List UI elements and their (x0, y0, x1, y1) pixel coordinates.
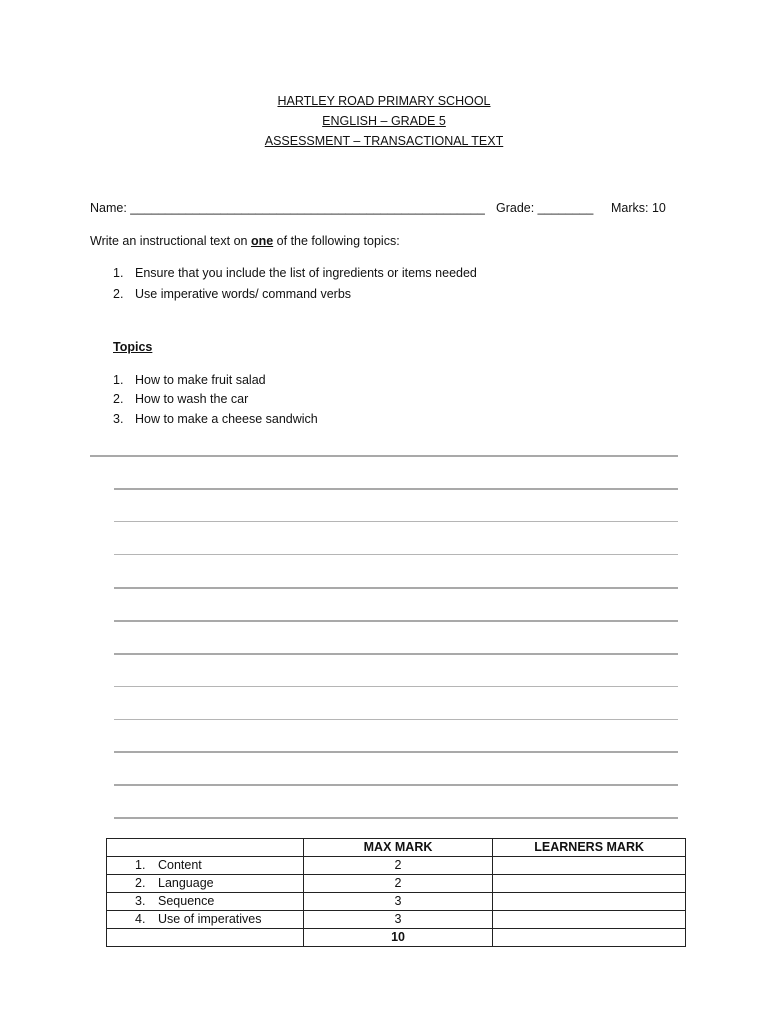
writing-line[interactable] (114, 719, 678, 720)
instruction-emphasis: one (250, 234, 274, 248)
topic-number: 2. (113, 392, 124, 406)
rubric-criterion-number: 4. (135, 912, 146, 926)
rubric-max-mark: 2 (303, 857, 493, 875)
rubric-learner-mark-cell[interactable] (493, 857, 686, 875)
rubric-criterion-number: 2. (135, 876, 146, 890)
rubric-row (107, 857, 686, 875)
rubric-max-mark: 3 (303, 911, 493, 929)
writing-line[interactable] (114, 784, 678, 786)
topic-item (113, 412, 318, 426)
rubric-learner-mark-cell[interactable] (493, 911, 686, 929)
rubric-criterion (107, 875, 304, 893)
writing-line[interactable] (114, 620, 678, 622)
topic-text: How to wash the car (135, 392, 249, 406)
rubric-criterion-text: Use of imperatives (158, 912, 262, 926)
rubric-criterion (107, 857, 304, 875)
rubric-total-learner-cell[interactable] (493, 929, 686, 947)
topic-item (113, 373, 266, 387)
rubric-learner-mark-cell[interactable] (493, 893, 686, 911)
rubric-header-criterion (107, 839, 304, 857)
school-name: HARTLEY ROAD PRIMARY SCHOOL (277, 94, 491, 108)
rubric-total-blank (107, 929, 304, 947)
topics-heading: Topics (113, 340, 153, 354)
rubric-max-mark: 3 (303, 893, 493, 911)
grade-field-label: Grade: ________ (496, 201, 594, 215)
writing-line[interactable] (114, 587, 678, 589)
subject-grade: ENGLISH – GRADE 5 (322, 114, 446, 128)
rubric-criterion-number: 1. (135, 858, 146, 872)
writing-line[interactable] (114, 521, 678, 522)
writing-line[interactable] (114, 686, 678, 687)
rubric-max-mark: 2 (303, 875, 493, 893)
rubric-row (107, 893, 686, 911)
requirement-number: 1. (113, 266, 124, 280)
writing-line[interactable] (90, 455, 678, 457)
instruction-text (90, 234, 400, 248)
writing-line[interactable] (114, 653, 678, 655)
name-field-label: Name: ___________________________________________________ (90, 201, 485, 215)
rubric-total-max: 10 (303, 929, 493, 947)
rubric-table (106, 838, 686, 947)
rubric-header-row (107, 839, 686, 857)
instruction-after: of the following topics: (273, 234, 400, 248)
rubric-learner-mark-cell[interactable] (493, 875, 686, 893)
rubric-criterion (107, 893, 304, 911)
rubric-criterion-text: Language (158, 876, 214, 890)
topic-text: How to make fruit salad (135, 373, 266, 387)
requirement-text: Ensure that you include the list of ingredients or items needed (135, 266, 477, 280)
writing-line[interactable] (114, 554, 678, 555)
rubric-total-row (107, 929, 686, 947)
rubric-row (107, 875, 686, 893)
rubric-row (107, 911, 686, 929)
topic-number: 3. (113, 412, 124, 426)
rubric-header-learners-mark: LEARNERS MARK (493, 839, 686, 857)
topic-item (113, 392, 248, 406)
requirement-number: 2. (113, 287, 124, 301)
rubric-header-max-mark: MAX MARK (303, 839, 493, 857)
topic-number: 1. (113, 373, 124, 387)
rubric-criterion-text: Content (158, 858, 202, 872)
assessment-title: ASSESSMENT – TRANSACTIONAL TEXT (264, 134, 504, 148)
topic-text: How to make a cheese sandwich (135, 412, 318, 426)
rubric-criterion-number: 3. (135, 894, 146, 908)
requirement-text: Use imperative words/ command verbs (135, 287, 352, 301)
rubric-criterion-text: Sequence (158, 894, 215, 908)
writing-line[interactable] (114, 488, 678, 490)
requirement-item (113, 266, 477, 280)
rubric-criterion (107, 911, 304, 929)
instruction-before: Write an instructional text on (90, 234, 251, 248)
writing-line[interactable] (114, 817, 678, 819)
writing-line[interactable] (114, 751, 678, 753)
marks-total-label: Marks: 10 (611, 201, 666, 215)
requirement-item (113, 287, 351, 301)
